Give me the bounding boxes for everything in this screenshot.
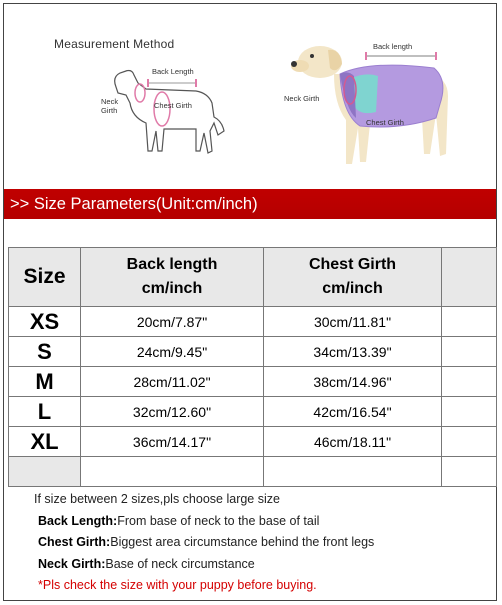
empty-cell xyxy=(442,367,497,397)
back-length-cell: 28cm/11.02" xyxy=(81,367,264,397)
header-back-length xyxy=(81,248,264,307)
table-row xyxy=(9,307,497,337)
note-warning: *Pls check the size with your puppy before buying. xyxy=(38,578,317,592)
chest-girth-cell: 34cm/13.39" xyxy=(264,337,442,367)
note-chest-girth-label: Chest Girth: xyxy=(38,535,111,549)
header-chest-girth-title: Chest Girth xyxy=(308,256,397,273)
back-length-cell: 20cm/7.87" xyxy=(81,307,264,337)
note-back-length-text: From base of neck to the base of tail xyxy=(117,513,320,528)
note-chest-girth xyxy=(34,532,374,554)
empty-cell xyxy=(442,457,497,487)
chest-girth-cell: 42cm/16.54" xyxy=(264,397,442,427)
size-cell: L xyxy=(9,397,81,427)
chest-girth-cell: 46cm/18.11" xyxy=(264,427,442,457)
back-length-cell: 32cm/12.60" xyxy=(81,397,264,427)
dog-vest-photo xyxy=(290,34,460,174)
table-row xyxy=(9,427,497,457)
empty-cell xyxy=(442,307,497,337)
note-neck-girth-text: Base of neck circumstance xyxy=(105,556,255,571)
right-chest-girth-label: Chest Girth xyxy=(366,118,404,127)
measurement-method-title: Measurement Method xyxy=(54,37,175,51)
size-cell: XS xyxy=(9,307,81,337)
back-length-cell: 24cm/9.45" xyxy=(81,337,264,367)
header-empty xyxy=(442,248,497,307)
left-chest-girth-label: Chest Girth xyxy=(154,101,192,110)
size-cell: S xyxy=(9,337,81,367)
empty-cell xyxy=(9,457,81,487)
empty-cell xyxy=(81,457,264,487)
note-back-length xyxy=(34,511,374,533)
size-parameters-banner: >> Size Parameters(Unit:cm/inch) xyxy=(4,189,496,219)
empty-cell xyxy=(442,337,497,367)
size-notes xyxy=(34,489,374,597)
empty-cell xyxy=(442,427,497,457)
table-row-blank xyxy=(9,457,497,487)
note-neck-girth xyxy=(34,554,374,576)
empty-cell xyxy=(442,397,497,427)
right-back-length-label: Back length xyxy=(373,42,413,51)
header-back-length-title: Back length xyxy=(126,256,218,273)
chest-girth-cell: 30cm/11.81" xyxy=(264,307,442,337)
table-row xyxy=(9,337,497,367)
empty-cell xyxy=(264,457,442,487)
note-size-advice: If size between 2 sizes,pls choose large size xyxy=(34,492,280,506)
size-cell: M xyxy=(9,367,81,397)
right-neck-girth-label: Neck Girth xyxy=(284,94,320,103)
measurement-illustration xyxy=(4,4,496,186)
chest-girth-cell: 38cm/14.96" xyxy=(264,367,442,397)
note-chest-girth-text: Biggest area circumstance behind the front legs xyxy=(110,535,375,549)
header-chest-girth xyxy=(264,248,442,307)
note-back-length-label: Back Length: xyxy=(38,513,118,528)
table-row xyxy=(9,367,497,397)
table-header-row xyxy=(9,248,497,307)
size-cell: XL xyxy=(9,427,81,457)
size-table xyxy=(8,247,497,487)
table-row xyxy=(9,397,497,427)
size-chart-frame xyxy=(3,3,497,601)
header-chest-girth-unit: cm/inch xyxy=(322,280,383,297)
header-back-length-unit: cm/inch xyxy=(141,280,203,297)
header-size: Size xyxy=(9,248,81,307)
note-neck-girth-label: Neck Girth: xyxy=(38,556,106,571)
back-length-cell: 36cm/14.17" xyxy=(81,427,264,457)
left-neck-girth-label: Neck Girth xyxy=(101,97,119,115)
left-back-length-label: Back Length xyxy=(152,67,194,76)
